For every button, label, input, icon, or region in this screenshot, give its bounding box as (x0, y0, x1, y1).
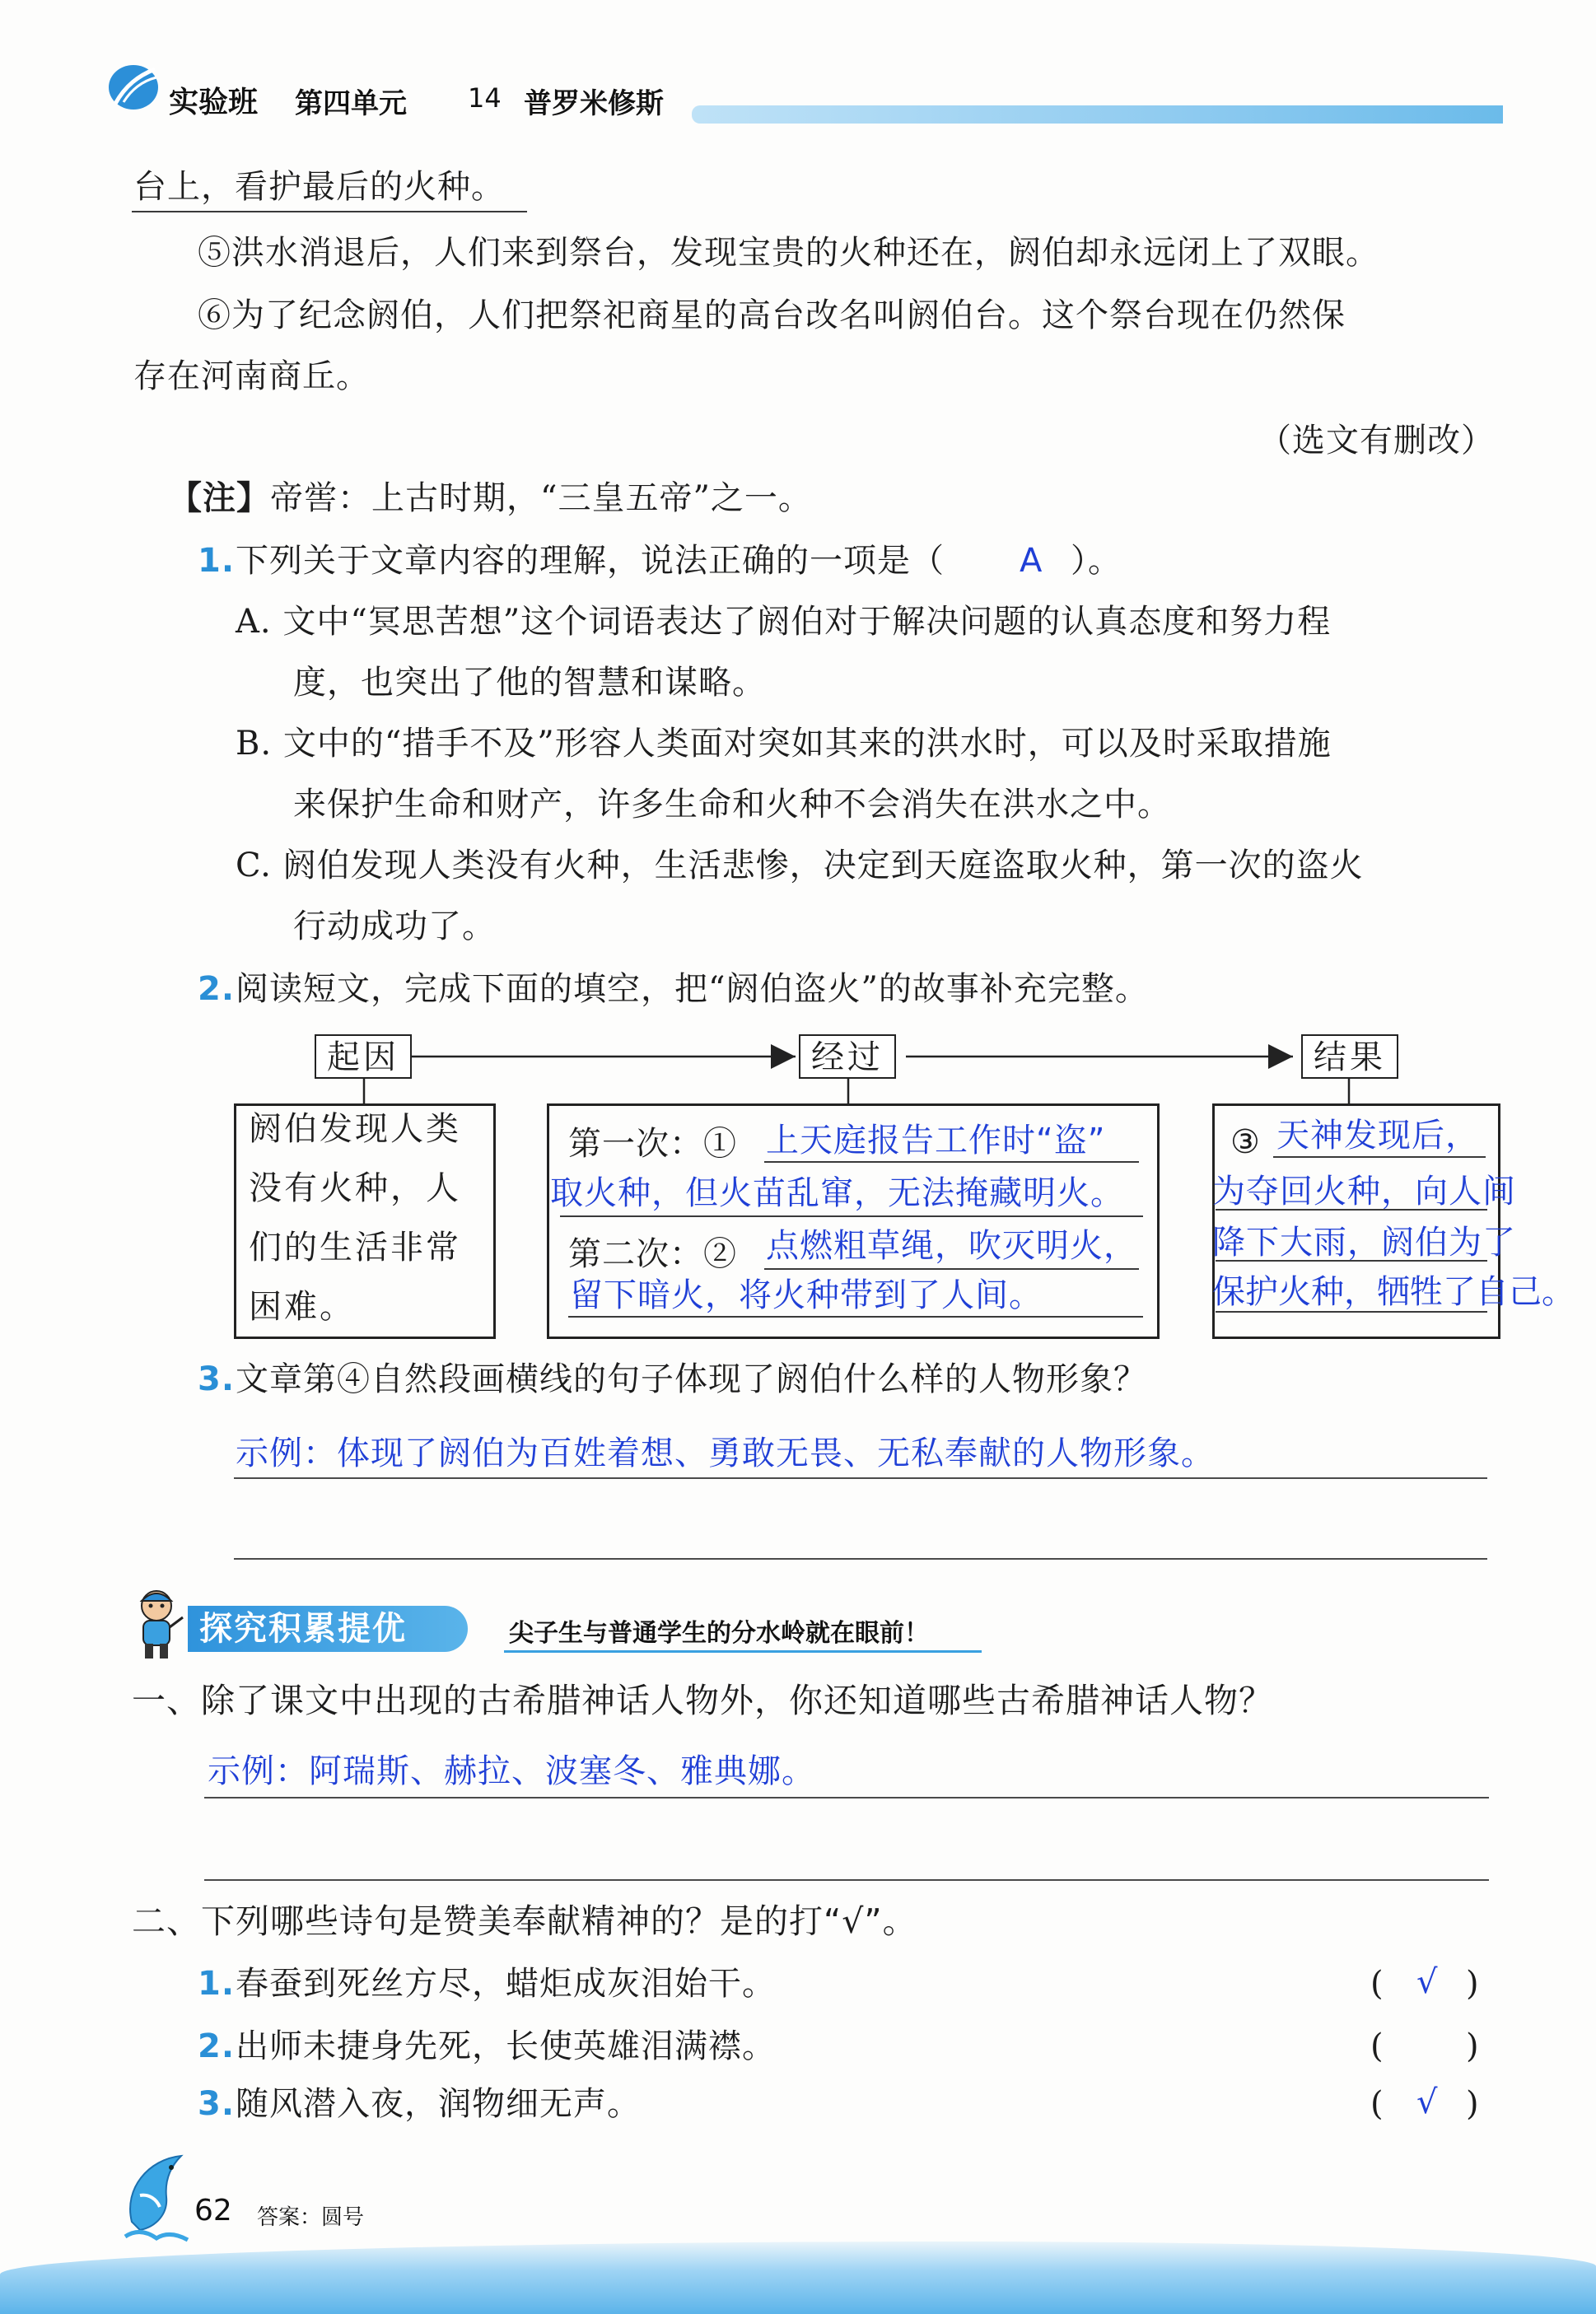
p2-item-1-paren-open: ( (1370, 1965, 1384, 2003)
passage-line-1: 台上，看护最后的火种。 (133, 168, 505, 206)
q3-answer-line-2 (234, 1558, 1487, 1560)
q1-stem-end: ）。 (1071, 542, 1122, 580)
result-line-2: 为夺回火种，向人间 (1212, 1173, 1516, 1211)
result-underline-4 (1216, 1311, 1487, 1313)
result-line-4: 保护火种，牺牲了自己。 (1212, 1273, 1575, 1311)
p2-item-2-paren-close: ) (1466, 2027, 1480, 2065)
result-line-1: 天神发现后， (1276, 1117, 1479, 1155)
paragraph-6-line-1: ⑥为了纪念阏伯，人们把祭祀商星的高台改名叫阏伯台。这个祭台现在仍然保 (198, 296, 1346, 334)
second-attempt-answer-1: 点燃粗草绳，吹灭明火， (766, 1227, 1137, 1265)
first-attempt-label: 第一次：① (568, 1125, 737, 1163)
cause-line-3: 们的生活非常 (249, 1229, 461, 1267)
q2-stem: 阅读短文，完成下面的填空，把“阏伯盗火”的故事补充完整。 (236, 970, 1149, 1008)
p2-item-2-text: 出师未捷身先死，长使英雄泪满襟。 (236, 2027, 776, 2065)
tag-cause: 起因 (315, 1034, 412, 1079)
result-underline-2 (1216, 1209, 1487, 1211)
q3-stem: 文章第④自然段画横线的句子体现了阏伯什么样的人物形象？ (236, 1360, 1147, 1398)
answer-note: 答案：圆号 (257, 2205, 365, 2230)
first-answer-underline-2 (560, 1215, 1143, 1217)
section-slogan: 尖子生与普通学生的分水岭就在眼前！ (509, 1619, 929, 1648)
note-text: 帝喾：上古时期，“三皇五帝”之一。 (270, 479, 812, 517)
result-underline-3 (1216, 1260, 1487, 1262)
second-attempt-label: 第二次：② (568, 1235, 737, 1273)
p2-item-3-text: 随风潜入夜，润物细无声。 (236, 2085, 641, 2123)
second-answer-underline-1 (764, 1268, 1139, 1270)
lesson-title: 普罗米修斯 (524, 87, 664, 120)
q1-option-b-1: B. 文中的“措手不及”形容人类面对突如其来的洪水时，可以及时采取措施 (236, 725, 1332, 763)
q1-option-c-1: C. 阏伯发现人类没有火种，生活悲惨，决定到天庭盗取火种，第一次的盗火 (236, 847, 1364, 884)
result-label: ③ (1230, 1123, 1261, 1161)
part1-answer: 示例：阿瑞斯、赫拉、波塞冬、雅典娜。 (208, 1752, 815, 1790)
footer-wave (0, 2242, 1596, 2314)
slogan-underline (504, 1650, 982, 1653)
p2-item-1-mark: √ (1416, 1963, 1439, 2001)
part2-stem: 二、下列哪些诗句是赞美奉献精神的？是的打“√”。 (132, 1901, 917, 1941)
result-underline-1 (1273, 1156, 1486, 1158)
q3-answer-line-1 (234, 1477, 1487, 1479)
q1-answer: A (1020, 542, 1043, 580)
cause-line-1: 阏伯发现人类 (249, 1110, 461, 1148)
q1-option-a-2: 度，也突出了他的智慧和谋略。 (293, 664, 766, 702)
p2-item-2-number: 2. (198, 2027, 236, 2065)
q3-answer: 示例：体现了阏伯为百姓着想、勇敢无畏、无私奉献的人物形象。 (236, 1435, 1215, 1472)
part1-answer-line-1 (204, 1797, 1489, 1798)
part1-answer-line-2 (204, 1879, 1489, 1881)
second-attempt-answer-2: 留下暗火，将火种带到了人间。 (570, 1276, 1043, 1314)
tag-process: 经过 (799, 1034, 896, 1079)
p2-item-3-number: 3. (198, 2085, 236, 2123)
q3-number: 3. (198, 1360, 236, 1398)
tag-result: 结果 (1301, 1034, 1398, 1079)
section-title: 探究积累提优 (188, 1606, 468, 1652)
part1-stem: 一、除了课文中出现的古希腊神话人物外，你还知道哪些古希腊神话人物？ (132, 1681, 1273, 1720)
page-number: 62 (194, 2194, 232, 2228)
note-label: 【注】 (169, 479, 270, 517)
p2-item-3-paren-open: ( (1370, 2085, 1384, 2123)
p2-item-2-paren-open: ( (1370, 2027, 1384, 2065)
paragraph-5: ⑤洪水消退后，人们来到祭台，发现宝贵的火种还在，阏伯却永远闭上了双眼。 (198, 234, 1379, 272)
cause-line-2: 没有火种，人 (249, 1169, 461, 1207)
p2-item-1-text: 春蚕到死丝方尽，蜡炬成灰泪始干。 (236, 1965, 776, 2003)
first-answer-underline-1 (764, 1161, 1139, 1163)
second-answer-underline-2 (568, 1316, 1143, 1318)
p2-item-1-number: 1. (198, 1965, 236, 2003)
q1-option-c-2: 行动成功了。 (293, 907, 496, 945)
cause-line-4: 困难。 (249, 1288, 355, 1326)
q1-stem: 下列关于文章内容的理解，说法正确的一项是（ (236, 542, 945, 580)
q1-option-a-1: A. 文中“冥思苦想”这个词语表达了阏伯对于解决问题的认真态度和努力程 (236, 603, 1332, 641)
q1-option-b-2: 来保护生命和财产，许多生命和火种不会消失在洪水之中。 (293, 786, 1171, 823)
first-attempt-answer-1: 上天庭报告工作时“盗” (766, 1122, 1106, 1159)
source-note: （选文有删改） (1258, 422, 1495, 460)
dolphin-icon (115, 2148, 198, 2246)
first-attempt-answer-2: 取火种，但火苗乱窜，无法掩藏明火。 (550, 1174, 1124, 1212)
lesson-number: 14 (468, 82, 502, 114)
q1-number: 1. (198, 542, 236, 580)
p2-item-1-paren-close: ) (1466, 1965, 1480, 2003)
result-line-3: 降下大雨，阏伯为了 (1212, 1224, 1516, 1262)
p2-item-3-paren-close: ) (1466, 2085, 1480, 2123)
unit-title: 第四单元 (295, 87, 407, 120)
p2-item-3-mark: √ (1416, 2083, 1439, 2121)
paragraph-6-line-2: 存在河南商丘。 (133, 357, 370, 395)
q2-number: 2. (198, 970, 236, 1008)
brand-title: 实验班 (169, 86, 259, 119)
mascot-icon (124, 1584, 188, 1663)
